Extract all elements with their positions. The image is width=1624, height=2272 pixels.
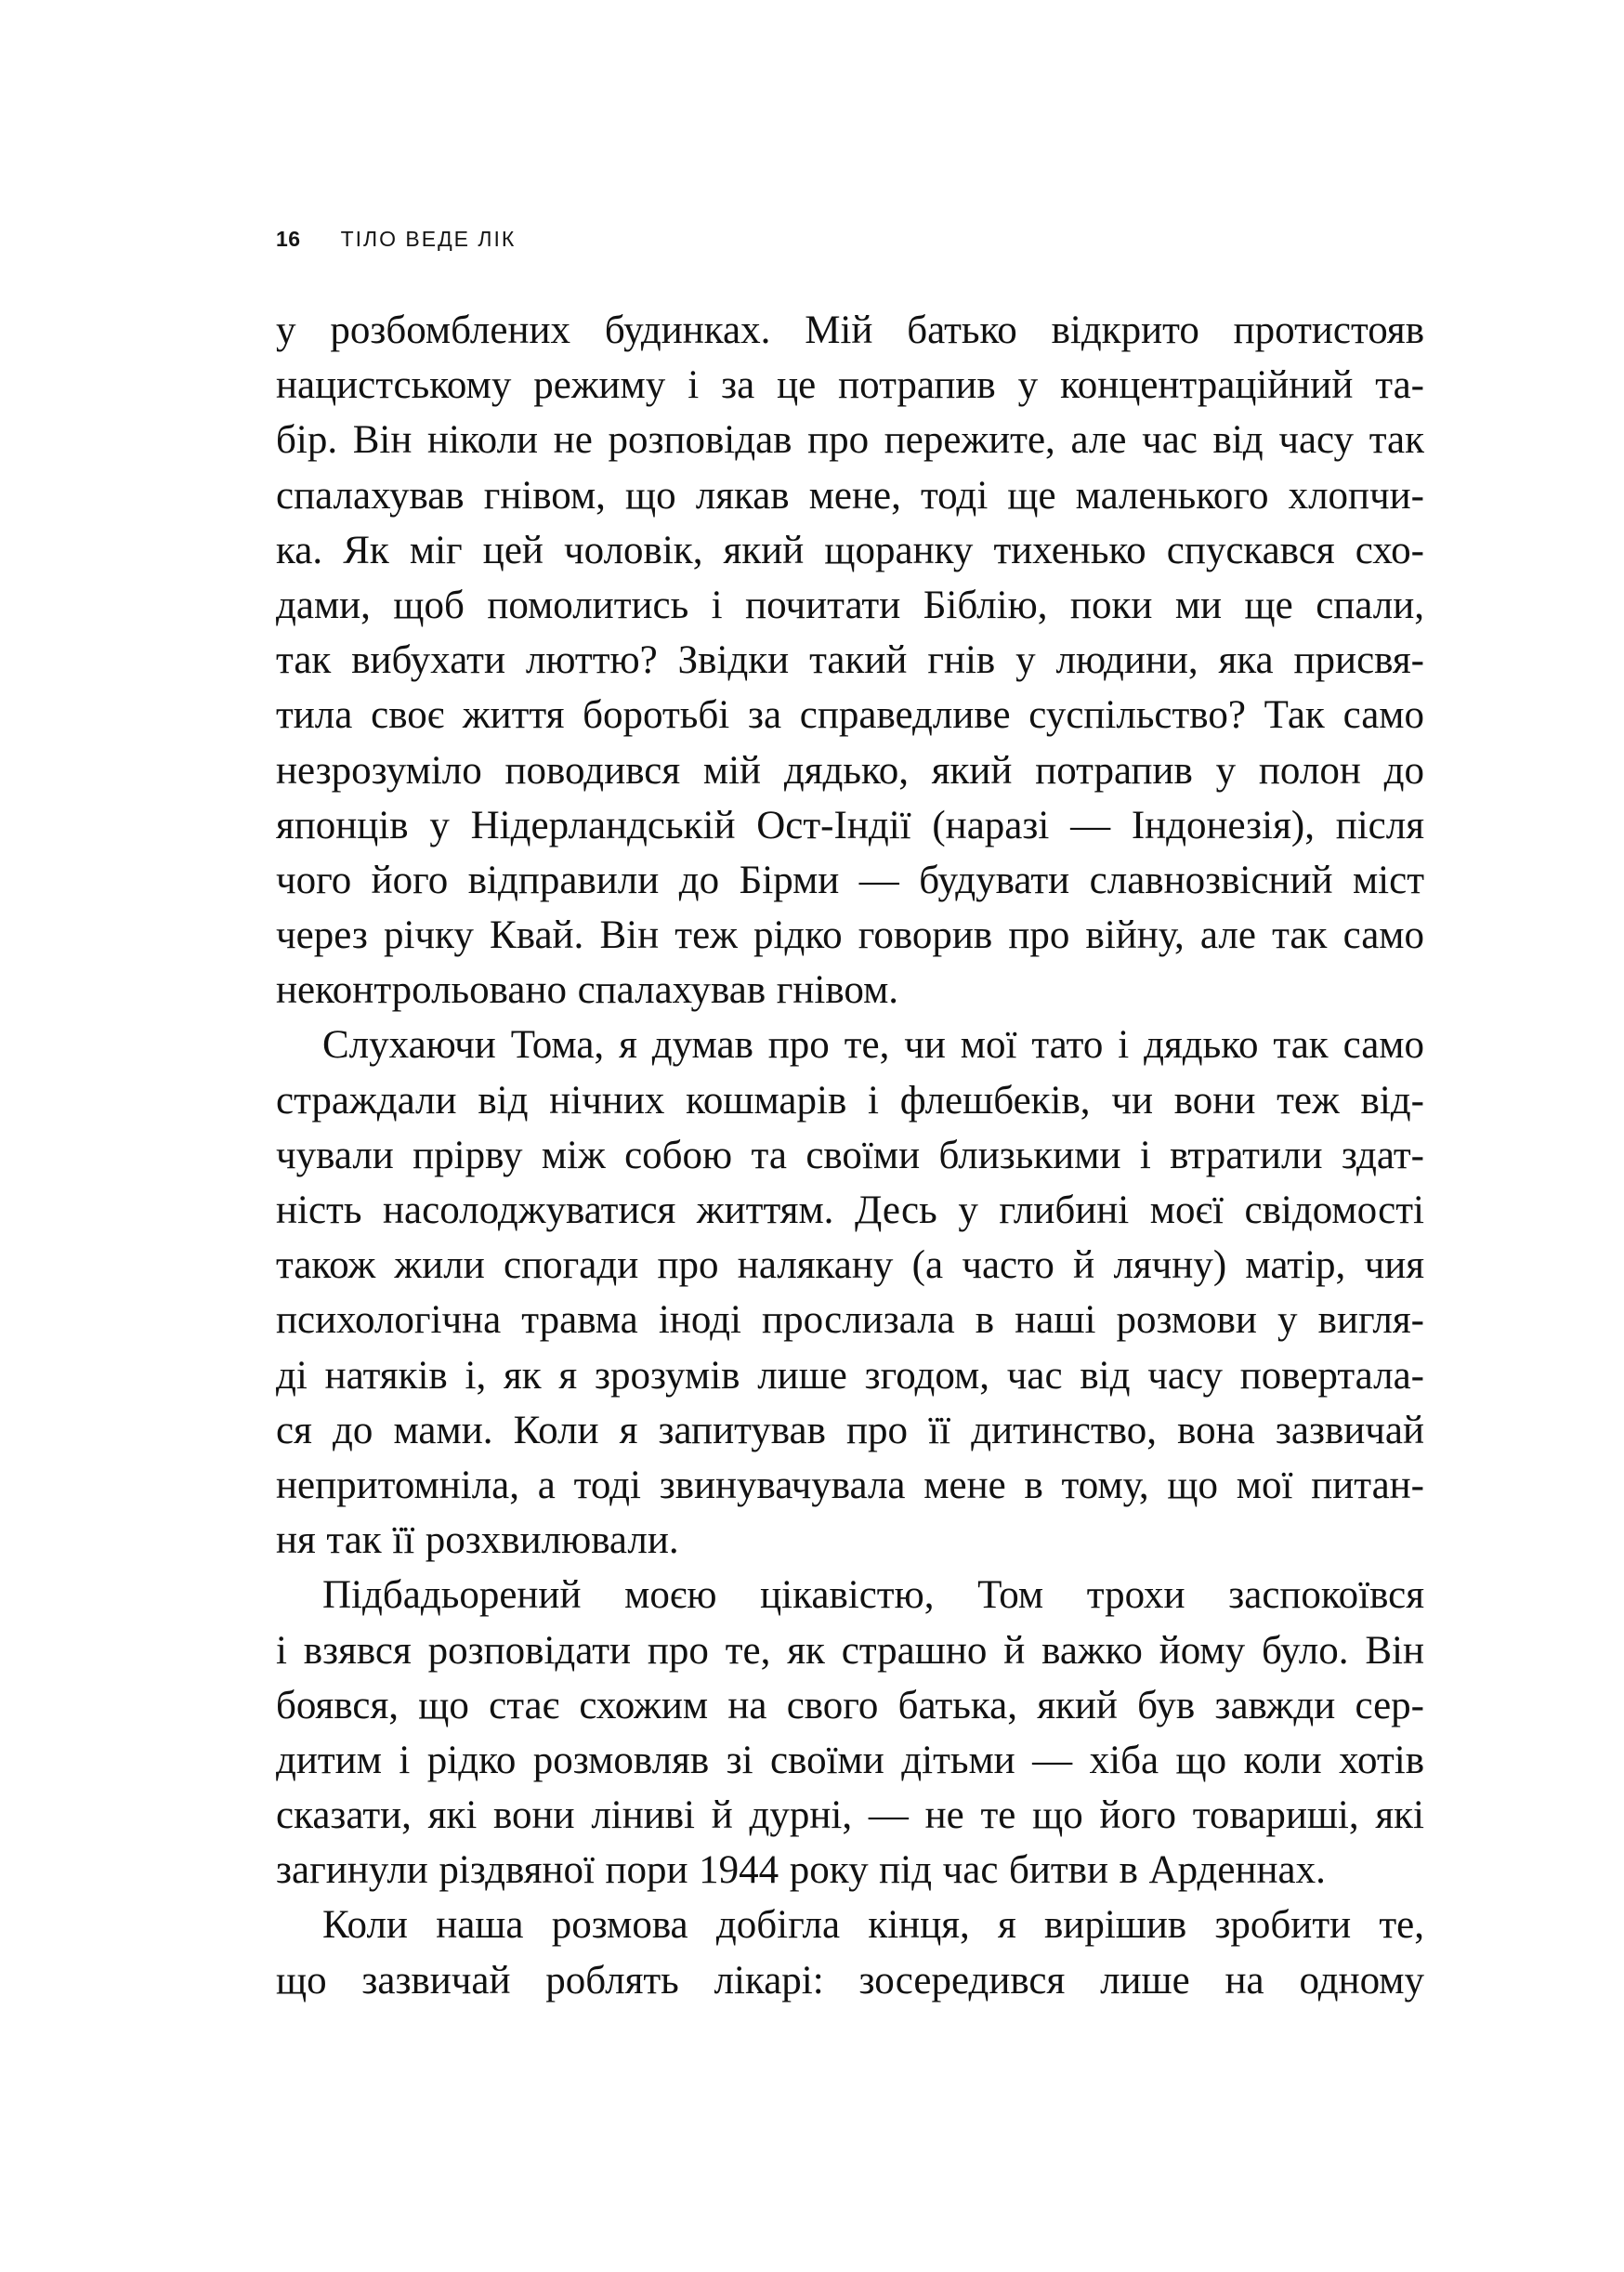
- body-text: [276, 303, 1424, 2008]
- paragraph: [276, 303, 1424, 1018]
- text-line: страждали від нічних кошмарів і флешбеків, чи вони теж від-: [276, 1078, 1424, 1123]
- paragraph: [276, 1898, 1424, 2007]
- text-line: у розбомблених будинках. Мій батько відкрито протистояв: [276, 309, 1424, 352]
- text-line: непритомніла, а тоді звинувачувала мене в тому, що мої питан-: [276, 1463, 1424, 1507]
- text-line: Слухаючи Тома, я думав про те, чи мої тато і дядько так само: [322, 1023, 1424, 1068]
- text-line: Коли наша розмова добігла кінця, я вирішив зробити те,: [322, 1903, 1424, 1948]
- text-line: так вибухати люттю? Звідки такий гнів у людини, яка присвя-: [276, 638, 1424, 683]
- text-line: і взявся розповідати про те, як страшно й важко йому було. Він: [276, 1628, 1424, 1673]
- text-line: дитим і рідко розмовляв зі своїми дітьми — хіба що коли хотів: [276, 1738, 1424, 1782]
- text-line: незрозуміло поводився мій дядько, який потрапив у полон до: [276, 748, 1424, 793]
- text-line: бір. Він ніколи не розповідав про пережите, але час від часу так: [276, 418, 1424, 463]
- text-line: Підбадьорений моєю цікавістю, Том трохи заспокоївся: [322, 1573, 1424, 1618]
- text-line: через річку Квай. Він теж рідко говорив про війну, але так само: [276, 913, 1424, 958]
- text-line: неконтрольовано спалахував гнівом.: [276, 968, 899, 1013]
- running-header: [276, 227, 516, 251]
- page-number: 16: [276, 227, 301, 251]
- text-line: чували прірву між собою та своїми близькими і втратили здат-: [276, 1133, 1424, 1177]
- text-line: чого його відправили до Бірми — будувати славнозвісний міст: [276, 858, 1424, 902]
- text-line: загинули різдвяної пори 1944 року під час битви в Арденнах.: [276, 1848, 1326, 1893]
- text-line: психологічна травма іноді прослизала в наші розмови у вигля-: [276, 1298, 1424, 1343]
- text-line: спалахував гнівом, що лякав мене, тоді ще маленького хлопчи-: [276, 473, 1424, 518]
- text-line: японців у Нідерландській Ост-Індії (наразі — Індонезія), після: [276, 803, 1424, 847]
- text-line: нацистському режиму і за це потрапив у концентраційний та-: [276, 363, 1424, 408]
- text-line: ня так її розхвилювали.: [276, 1518, 679, 1563]
- text-line: ність насолоджуватися життям. Десь у глибині моєї свідомості: [276, 1189, 1424, 1232]
- text-line: що зазвичай роблять лікарі: зосередився лише на одному: [276, 1958, 1424, 2003]
- paragraph: [276, 1018, 1424, 1568]
- text-line: також жили спогади про налякану (а часто й лячну) матір, чия: [276, 1243, 1424, 1288]
- text-line: ка. Як міг цей чоловік, який щоранку тихенько спускався схо-: [276, 528, 1424, 572]
- paragraph: [276, 1568, 1424, 1898]
- text-line: ся до мами. Коли я запитував про її дитинство, вона зазвичай: [276, 1408, 1424, 1452]
- text-line: дами, щоб помолитись і почитати Біблію, поки ми ще спали,: [276, 583, 1424, 627]
- text-line: тила своє життя боротьбі за справедливе суспільство? Так само: [276, 693, 1424, 738]
- running-title: ТІЛО ВЕДЕ ЛІК: [340, 227, 517, 251]
- text-line: сказати, які вони ліниві й дурні, — не те що його товариші, які: [276, 1793, 1424, 1838]
- text-line: ді натяків і, як я зрозумів лише згодом, час від часу повертала-: [276, 1353, 1424, 1398]
- text-line: боявся, що стає схожим на свого батька, який був завжди сер-: [276, 1683, 1424, 1727]
